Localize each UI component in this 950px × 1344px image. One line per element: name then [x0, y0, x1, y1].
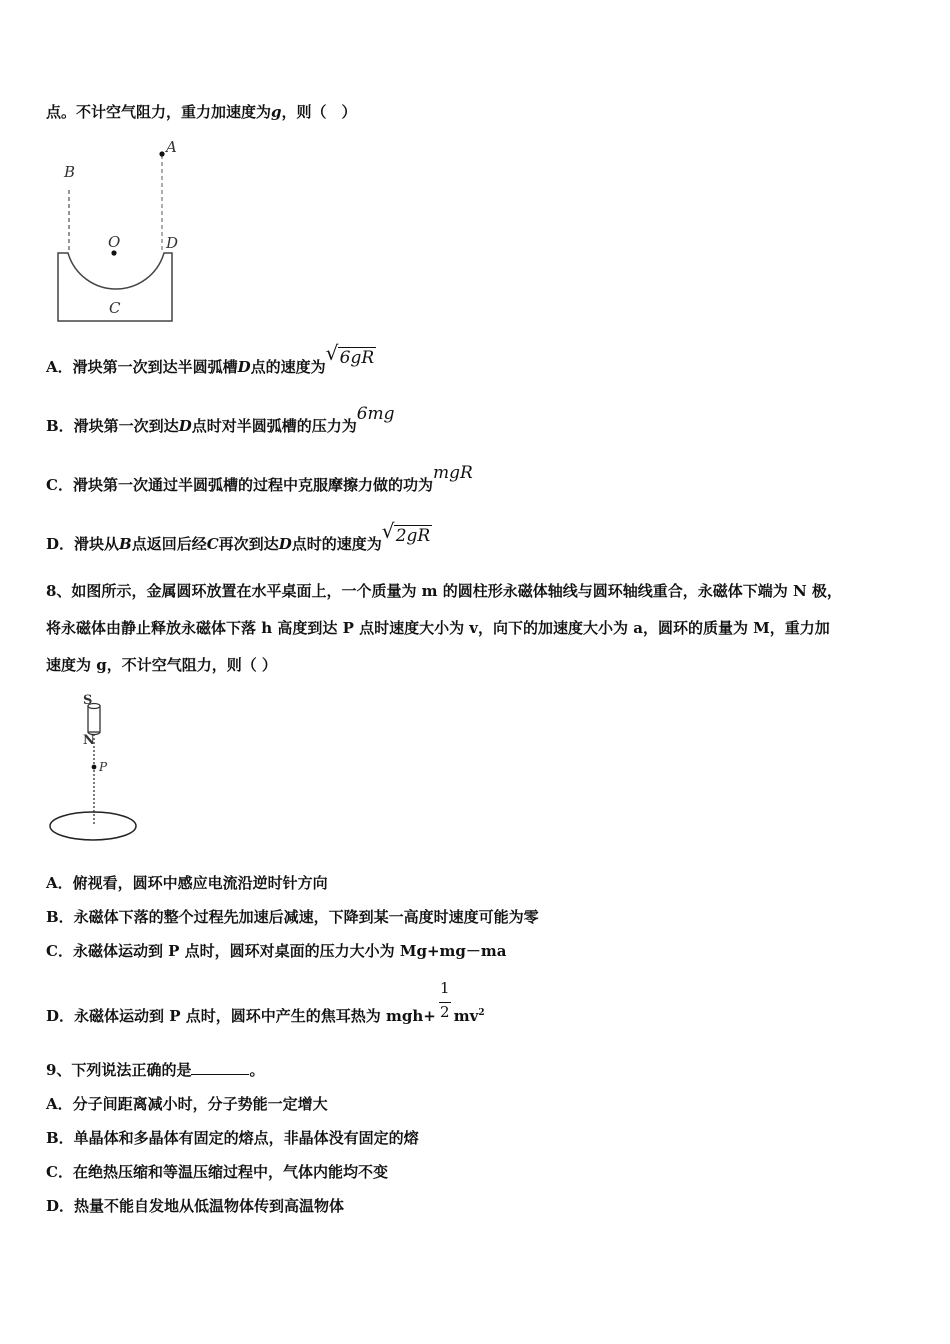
q8-option-c: C．永磁体运动到 P 点时，圆环对桌面的压力大小为 Mg+mg－ma [46, 942, 507, 960]
magnet-body [88, 706, 100, 732]
answer-blank [191, 1060, 249, 1075]
q7-option-d: D．滑块从B点返回后经C再次到达D点时的速度为 √ 2gR [46, 519, 431, 553]
point-p [92, 765, 97, 770]
frac-denominator: 2 [440, 1003, 450, 1021]
q7-c-math: mgR [432, 463, 473, 483]
q7-d-math: √ 2gR [381, 519, 431, 546]
q7-stem: 点。不计空气阻力，重力加速度为g，则（ ） [46, 103, 357, 121]
frac-numerator: 1 [440, 979, 450, 997]
label-n: N [83, 733, 95, 748]
q8-stem-line2: 将永磁体由静止释放永磁体下落 h 高度到达 P 点时速度大小为 v，向下的加速度大小为 a，圆环的质量为 M，重力加 [46, 619, 830, 637]
q7-option-b: B．滑块第一次到达D点时对半圆弧槽的压力为6mg [46, 404, 395, 435]
q8-option-a: A．俯视看，圆环中感应电流沿逆时针方向 [46, 874, 328, 892]
q8-stem-line3: 速度为 g，不计空气阻力，则（ ） [46, 656, 277, 674]
label-p: P [99, 760, 108, 774]
q8-stem-line1: 8、如图所示，金属圆环放置在水平桌面上，一个质量为 m 的圆柱形永磁体轴线与圆环轴线重合，永磁体下端为 N 极， [46, 582, 842, 600]
q8-option-b: B．永磁体下落的整个过程先加速后减速，下降到某一高度时速度可能为零 [46, 908, 539, 926]
q7-option-c: C．滑块第一次通过半圆弧槽的过程中克服摩擦力做的功为mgR [46, 463, 473, 494]
label-b: B [64, 163, 76, 181]
point-a [159, 151, 164, 156]
label-d: D [166, 234, 179, 252]
label-o: O [108, 233, 121, 251]
q8-option-d: D．永磁体运动到 P 点时，圆环中产生的焦耳热为 mgh+ $\frac{1}{2}$ $mv^2$ [46, 979, 485, 1025]
q7-option-a: A．滑块第一次到达半圆弧槽D点的速度为 √ 6gR [46, 341, 375, 376]
q7-a-math: √ 6gR [325, 341, 375, 368]
q8-figure [44, 688, 144, 848]
label-s: S [83, 693, 93, 708]
label-c: C [109, 299, 121, 317]
q9-option-a: A．分子间距离减小时，分子势能一定增大 [46, 1095, 328, 1113]
point-o [111, 250, 116, 255]
q9-option-d: D．热量不能自发地从低温物体传到高温物体 [46, 1197, 345, 1215]
q7-b-math: 6mg [356, 404, 395, 424]
q9-option-b: B．单晶体和多晶体有固定的熔点，非晶体没有固定的熔 [46, 1129, 419, 1147]
metal-ring [50, 812, 136, 840]
q9-stem: 9、下列说法正确的是 。 [46, 1061, 265, 1079]
q9-option-c: C．在绝热压缩和等温压缩过程中，气体内能均不变 [46, 1163, 388, 1181]
q7-figure [50, 135, 190, 325]
label-a: A [166, 138, 177, 156]
